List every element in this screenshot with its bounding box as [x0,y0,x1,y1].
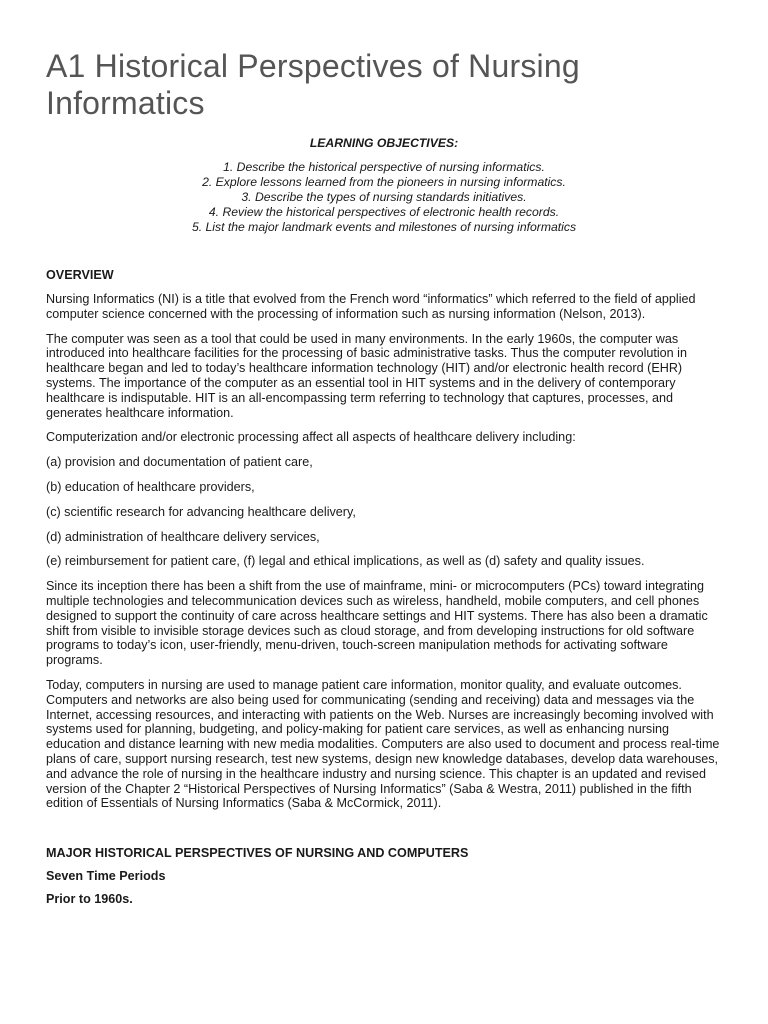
period-heading: Prior to 1960s. [46,892,133,907]
list-item: (a) provision and documentation of patient care, [46,455,313,470]
learning-objectives-heading: LEARNING OBJECTIVES: [309,136,459,150]
paragraph: Nursing Informatics (NI) is a title that evolved from the French word “informatics” which referred to the field of applied computer science concerned with the processing of information such as nursing information (Nelson, 2013). [46,292,696,321]
learning-objectives-list [46,160,722,235]
list-item: (b) education of healthcare providers, [46,479,255,494]
objective-item: 5. List the major landmark events and milestones of nursing informatics [191,220,577,234]
time-periods-subheading: Seven Time Periods [46,869,166,884]
overview-body [46,292,722,811]
objective-item: 3. Describe the types of nursing standards initiatives. [241,190,527,204]
learning-objectives [46,136,722,235]
objective-item: 4. Review the historical perspectives of electronic health records. [208,205,560,219]
paragraph: The computer was seen as a tool that could be used in many environments. In the early 1960s, the computer was introduced into healthcare facilities for the processing of basic administrative tasks. Thus the computer revolution in healthcare began and led to today’s healthcare information technology (HIT) and/or electronic health record (EHR) systems. The importance of the computer as an essential tool in HIT systems and in the delivery of contemporary healthcare is indisputable. HIT is an all-encompassing term referring to technology that captures, processes, and generates healthcare information. [46,331,687,420]
objective-item: 1. Describe the historical perspective of nursing informatics. [223,160,545,174]
list-item: (c) scientific research for advancing healthcare delivery, [46,504,356,519]
paragraph: Computerization and/or electronic processing affect all aspects of healthcare delivery including: [46,430,576,445]
page-title: A1 Historical Perspectives of Nursing Informatics [46,48,580,121]
paragraph: Today, computers in nursing are used to manage patient care information, monitor quality, and evaluate outcomes. Computers and networks are also being used for communicating (sending and receiving) data and messages via the Internet, accessing resources, and interacting with patients on the Web. Nurses are increasingly becoming involved with systems used for planning, budgeting, and policy-making for patient care services, as well as enhancing nursing education and distance learning with new media modalities. Computers are also used to document and process real-time plans of care, support nursing research, test new systems, design new knowledge databases, develop data warehouses, and advance the role of nursing in the healthcare industry and nursing science. This chapter is an updated and revised version of the Chapter 2 “Historical Perspectives of Nursing Informatics” (Saba & Westra, 2011) published in the fifth edition of Essentials of Nursing Informatics (Saba & McCormick, 2011). [46,677,720,811]
major-section-heading: MAJOR HISTORICAL PERSPECTIVES OF NURSING AND COMPUTERS [46,846,469,861]
list-item: (d) administration of healthcare delivery services, [46,529,320,544]
objective-item: 2. Explore lessons learned from the pioneers in nursing informatics. [202,175,566,189]
paragraph: Since its inception there has been a shift from the use of mainframe, mini- or microcomputers (PCs) toward integrating multiple technologies and telecommunication devices such as wireless, handheld, mobile computers, and cell phones designed to support the continuity of care across healthcare settings and HIT systems. There has also been a dramatic shift from visible to invisible storage devices such as cloud storage, and from developing instructions for old software programs to today’s icon, user-friendly, menu-driven, touch-screen manipulation methods for activating software programs. [46,579,708,668]
overview-heading: OVERVIEW [46,268,114,282]
list-item: (e) reimbursement for patient care, (f) legal and ethical implications, as well as (d) safety and quality issues. [46,554,645,569]
